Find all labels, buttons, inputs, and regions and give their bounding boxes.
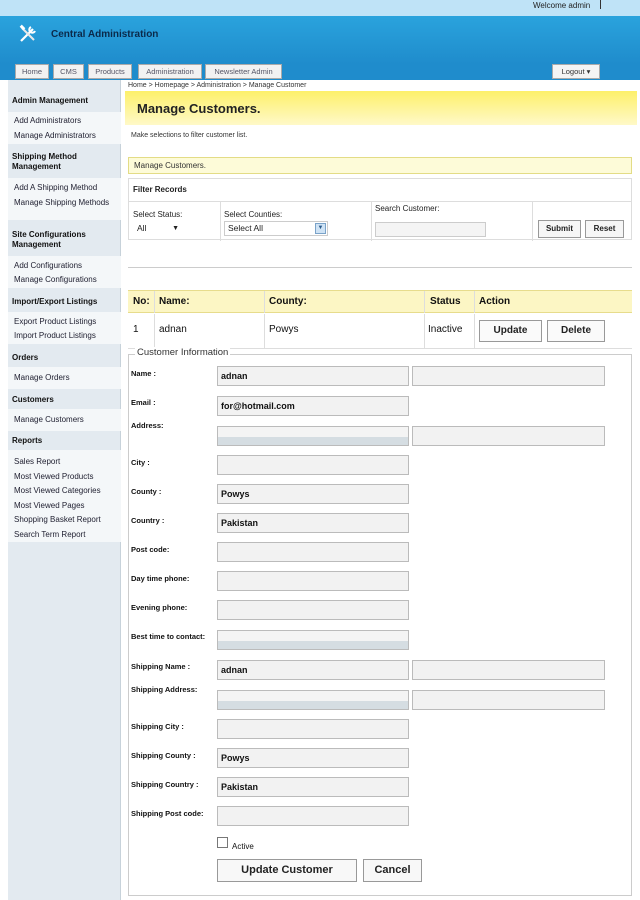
email-field[interactable]: for@hotmail.com [217,396,409,416]
update-customer-button[interactable]: Update Customer [217,859,357,882]
column-divider [474,314,475,348]
sidebar-head-admin: Admin Management [12,96,89,105]
submit-button[interactable]: Submit [538,220,581,238]
address-label: Address: [131,421,164,430]
name-extra-field[interactable] [412,366,605,386]
name-field[interactable]: adnan [217,366,409,386]
filter-panel [128,178,632,240]
reset-button[interactable]: Reset [585,220,624,238]
search-customer-input[interactable] [375,222,486,237]
sidebar [8,80,121,900]
county-field[interactable]: Powys [217,484,409,504]
divider-line [128,267,632,268]
page-title: Manage Customers. [137,101,261,116]
counties-label: Select Counties: [224,210,283,219]
cell-name: adnan [159,324,187,335]
sidebar-head-reports: Reports [12,436,43,445]
breadcrumb: Home > Homepage > Administration > Manage Customer [128,82,307,89]
active-label: Active [232,842,254,851]
column-divider [154,291,155,313]
sidebar-head-orders: Orders [12,353,39,362]
sidebar-head-shipping: Shipping Method Management [12,152,77,171]
evephone-label: Evening phone: [131,603,188,612]
col-header-status: Status [430,296,461,307]
besttime-field[interactable] [217,630,409,650]
shipcity-field[interactable] [217,719,409,739]
filter-divider [371,202,372,241]
postcode-label: Post code: [131,545,170,554]
tab-administration[interactable]: Administration [138,64,202,79]
sidebar-head-site-config: Site Configurations Management [12,230,86,249]
welcome-text: Welcome admin [533,1,591,10]
cell-status: Inactive [428,324,463,335]
shipcounty-label: Shipping County : [131,751,196,760]
chevron-down-icon: ▼ [172,225,179,232]
shipname-label: Shipping Name : [131,662,191,671]
sidebar-item-add-administrators[interactable]: Add Administrators [14,116,82,125]
county-label: County : [131,487,162,496]
customer-info-legend: Customer Information [137,347,229,358]
sidebar-item-most-viewed-pages[interactable]: Most Viewed Pages [14,501,85,510]
cancel-button[interactable]: Cancel [363,859,422,882]
country-field[interactable]: Pakistan [217,513,409,533]
cell-no: 1 [133,324,139,335]
shipcity-label: Shipping City : [131,722,184,731]
sidebar-item-manage-orders[interactable]: Manage Orders [14,373,70,382]
sidebar-item-manage-administrators[interactable]: Manage Administrators [14,131,96,140]
column-divider [474,291,475,313]
filter-row [129,201,631,240]
table-header [128,290,632,313]
filter-divider [532,202,533,241]
evephone-field[interactable] [217,600,409,620]
sidebar-head-customers: Customers [12,395,54,404]
tab-products[interactable]: Products [88,64,132,79]
column-divider [424,314,425,348]
shippostcode-label: Shipping Post code: [131,809,204,818]
update-row-button[interactable]: Update [479,320,542,342]
city-label: City : [131,458,150,467]
shipcountry-label: Shipping Country : [131,780,199,789]
shipcountry-field[interactable]: Pakistan [217,777,409,797]
dayphone-field[interactable] [217,571,409,591]
filter-divider [220,202,221,241]
counties-select-value: Select All [228,223,263,233]
column-divider [154,314,155,348]
sidebar-item-manage-customers[interactable]: Manage Customers [14,415,84,424]
col-header-action: Action [479,296,511,307]
logout-button[interactable]: Logout ▾ [552,64,600,79]
col-header-county: County: [269,296,307,307]
search-customer-label: Search Customer: [375,204,440,213]
shipaddress-line2-field[interactable] [412,690,605,710]
filter-hint: Make selections to filter customer list. [131,132,248,139]
active-checkbox[interactable] [217,837,228,848]
col-header-no: No: [133,296,150,307]
sidebar-item-add-shipping-method[interactable]: Add A Shipping Method [14,183,98,192]
section-bar-label: Manage Customers. [134,161,207,170]
shipaddress-field[interactable] [217,690,409,710]
column-divider [264,314,265,348]
besttime-label: Best time to contact: [131,632,206,641]
sidebar-head-import-export: Import/Export Listings [12,297,98,306]
column-divider [264,291,265,313]
sidebar-item-most-viewed-products[interactable]: Most Viewed Products [14,472,94,481]
sidebar-item-shopping-basket-report[interactable]: Shopping Basket Report [14,515,101,524]
filter-title: Filter Records [133,185,187,194]
app-title: Central Administration [51,29,159,40]
cell-county: Powys [269,324,299,335]
sidebar-item-manage-shipping-methods[interactable]: Manage Shipping Methods [14,198,110,207]
status-select-value: All [137,223,147,233]
address-field[interactable] [217,426,409,446]
counties-select[interactable] [224,221,328,236]
name-label: Name : [131,369,157,378]
shippostcode-field[interactable] [217,806,409,826]
city-field[interactable] [217,455,409,475]
dayphone-label: Day time phone: [131,574,190,583]
table-row [128,314,632,349]
dropdown-arrow-icon: ▼ [315,223,326,234]
email-label: Email : [131,398,156,407]
column-divider [424,291,425,313]
shipname-extra-field[interactable] [412,660,605,680]
col-header-name: Name: [159,296,190,307]
shipcounty-field[interactable]: Powys [217,748,409,768]
delete-row-button[interactable]: Delete [547,320,605,342]
sidebar-item-add-configurations[interactable]: Add Configurations [14,261,83,270]
status-label: Select Status: [133,210,183,219]
address-line2-field[interactable] [412,426,605,446]
shipaddress-label: Shipping Address: [131,685,198,694]
header-banner [0,16,640,64]
tab-newsletter-admin[interactable]: Newsletter Admin [205,64,282,79]
nav-bar [0,64,640,80]
sidebar-item-most-viewed-categories[interactable]: Most Viewed Categories [14,486,101,495]
tools-icon [18,24,38,44]
shipname-field[interactable]: adnan [217,660,409,680]
country-label: Country : [131,516,165,525]
section-bar [128,157,632,174]
sidebar-item-manage-configurations[interactable]: Manage Configurations [14,275,97,284]
sidebar-item-export-listings[interactable]: Export Product Listings [14,317,97,326]
status-select[interactable] [133,221,183,236]
sidebar-item-import-listings[interactable]: Import Product Listings [14,331,96,340]
sidebar-item-search-term-report[interactable]: Search Term Report [14,530,86,539]
sidebar-item-sales-report[interactable]: Sales Report [14,457,61,466]
postcode-field[interactable] [217,542,409,562]
tab-cms[interactable]: CMS [53,64,84,79]
tab-home[interactable]: Home [15,64,49,79]
welcome-separator [600,0,601,9]
